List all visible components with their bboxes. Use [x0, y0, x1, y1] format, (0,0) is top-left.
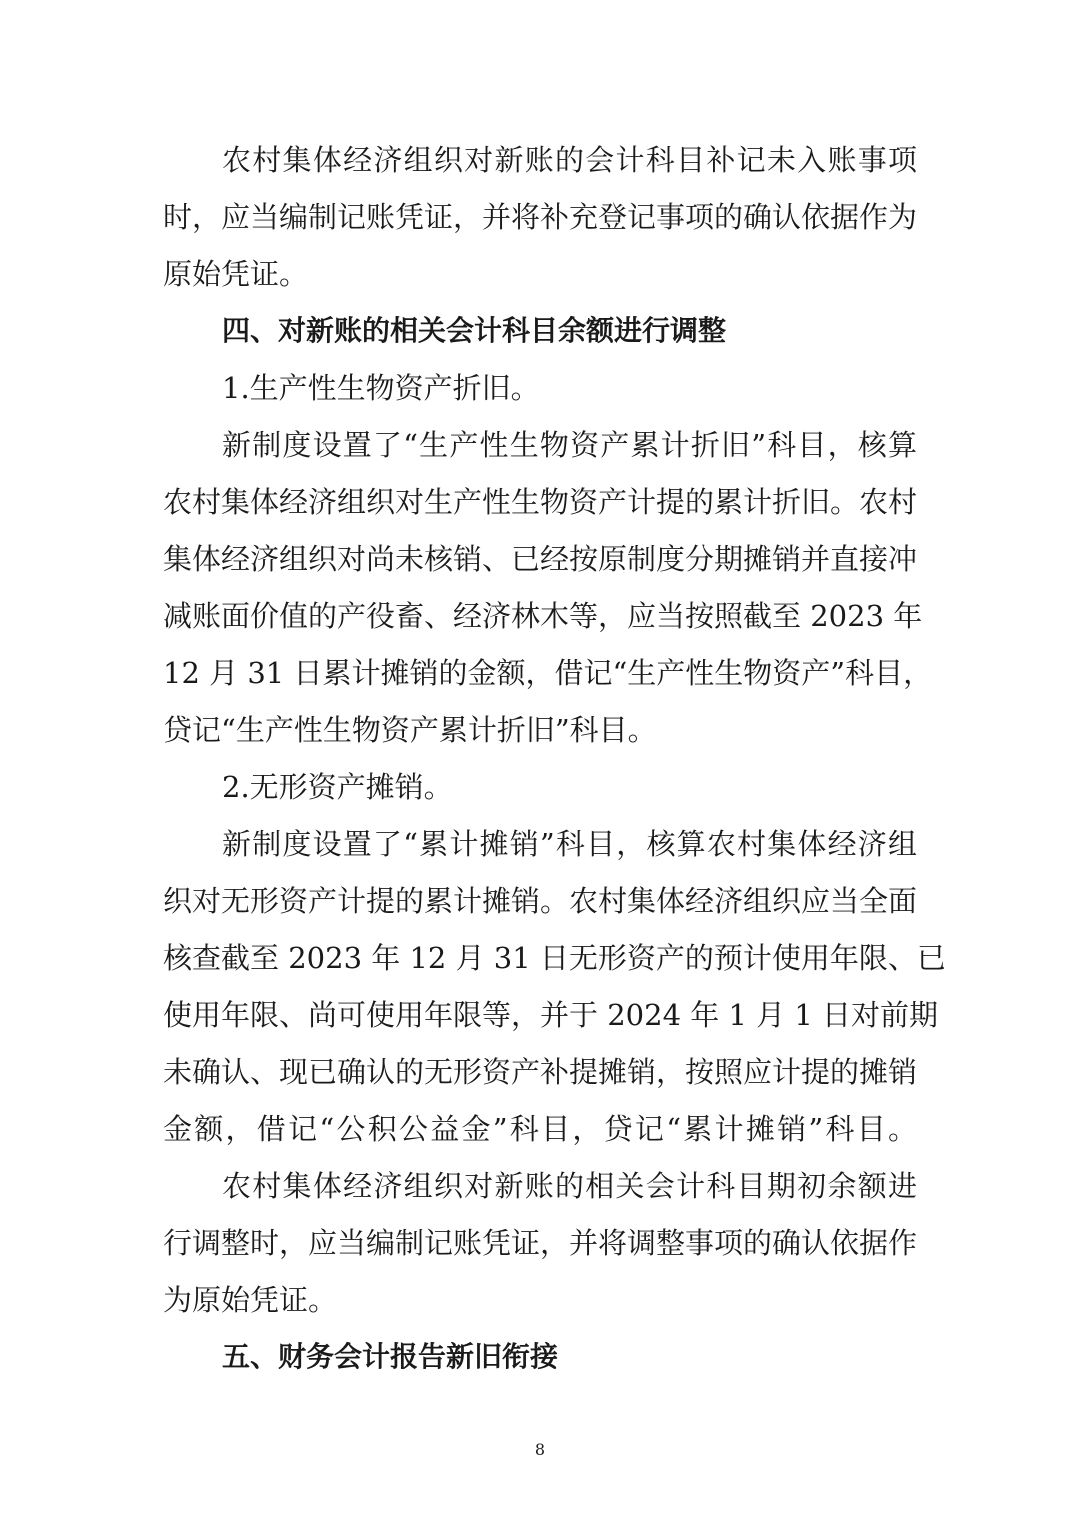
paragraph-line: 为原始凭证。	[163, 1283, 338, 1317]
paragraph-line: 行调整时，应当编制记账凭证，并将调整事项的确认依据作	[163, 1226, 918, 1260]
paragraph-line: 集体经济组织对尚未核销、已经按原制度分期摊销并直接冲	[163, 542, 918, 576]
paragraph-line: 新制度设置了“累计摊销”科目，核算农村集体经济组	[222, 827, 917, 861]
section-heading-5: 五、财务会计报告新旧衔接	[222, 1340, 559, 1373]
paragraph-line: 新制度设置了“生产性生物资产累计折旧”科目，核算	[222, 428, 917, 462]
subsection-title-2: 2.无形资产摊销。	[222, 770, 453, 804]
paragraph-line: 原始凭证。	[163, 257, 309, 291]
paragraph-line: 织对无形资产计提的累计摊销。农村集体经济组织应当全面	[163, 884, 918, 918]
paragraph-line: 核查截至 2023 年 12 月 31 日无形资产的预计使用年限、已	[163, 941, 946, 975]
paragraph-line: 未确认、现已确认的无形资产补提摊销，按照应计提的摊销	[163, 1055, 918, 1089]
paragraph-line: 贷记“生产性生物资产累计折旧”科目。	[163, 713, 657, 747]
paragraph-line: 金额，借记“公积公益金”科目，贷记“累计摊销”科目。	[163, 1112, 917, 1146]
paragraph-line: 农村集体经济组织对生产性生物资产计提的累计折旧。农村	[163, 485, 918, 519]
paragraph-line: 减账面价值的产役畜、经济林木等，应当按照截至 2023 年	[163, 599, 923, 633]
paragraph-line: 农村集体经济组织对新账的相关会计科目期初余额进	[222, 1169, 917, 1203]
paragraph-line: 农村集体经济组织对新账的会计科目补记未入账事项	[222, 143, 917, 177]
subsection-title-1: 1.生产性生物资产折旧。	[222, 371, 540, 405]
paragraph-line: 使用年限、尚可使用年限等，并于 2024 年 1 月 1 日对前期	[163, 998, 939, 1032]
page-number: 8	[534, 1440, 546, 1459]
paragraph-line: 12 月 31 日累计摊销的金额，借记“生产性生物资产”科目，	[163, 656, 933, 690]
paragraph-line: 时，应当编制记账凭证，并将补充登记事项的确认依据作为	[163, 200, 918, 234]
section-heading-4: 四、对新账的相关会计科目余额进行调整	[222, 314, 727, 347]
